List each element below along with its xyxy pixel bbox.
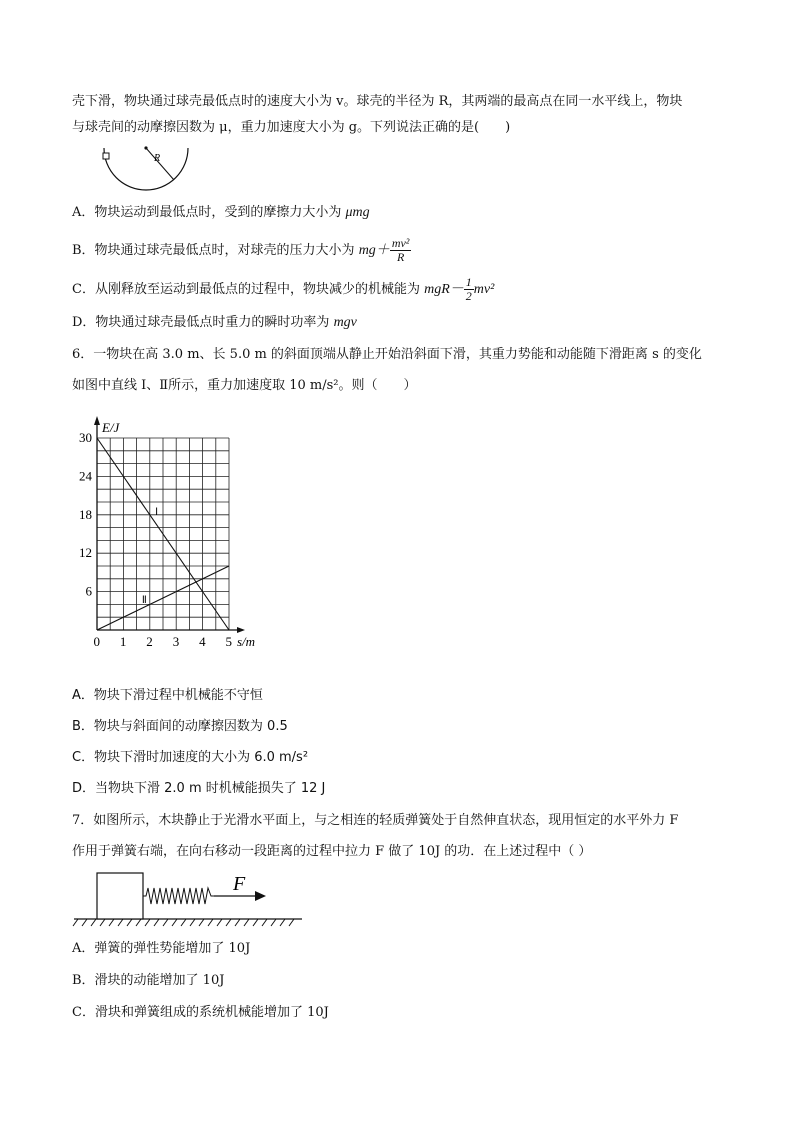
q7-stem-line2: 作用于弹簧右端，在向右移动一段距离的过程中拉力 F 做了 10J 的功．在上述过程中（ ）: [72, 844, 592, 859]
q5-option-c-frac-num: 1: [465, 275, 472, 289]
q5-stem-line1: 壳下滑，物块通过球壳最低点时的速度大小为 v。球壳的半径为 R，其两端的最高点在同一水平线上，物块: [72, 94, 683, 109]
radius-label: R: [154, 153, 161, 164]
q7-option-b: B．滑块的动能增加了 10J: [72, 973, 225, 988]
force-label: F: [233, 873, 246, 895]
hatch-mark: [163, 919, 168, 926]
q5-option-d-math: mgv: [333, 315, 357, 330]
q5-option-d: [72, 313, 357, 333]
hatch-mark: [100, 919, 105, 926]
series-label-1: Ⅰ: [155, 506, 159, 518]
hatch-mark: [109, 919, 114, 926]
hatch-mark: [181, 919, 186, 926]
shell-arc: [104, 148, 188, 190]
q5-option-b-text: B．物块通过球壳最低点时，对球壳的压力大小为: [72, 243, 359, 258]
chart-x-axis-label: s/m: [237, 634, 256, 649]
q6-option-a: A．物块下滑过程中机械能不守恒: [72, 688, 263, 703]
hatch-mark: [217, 919, 222, 926]
q5-option-b-fraction: [390, 237, 412, 264]
q5-option-c-frac-den: 2: [465, 289, 472, 303]
q5-option-a-text: A．物块运动到最低点时，受到的摩擦力大小为: [72, 205, 346, 220]
hatch-mark: [127, 919, 132, 926]
q5-option-b-math: mg＋: [358, 243, 390, 258]
series-label-2: Ⅱ: [141, 595, 147, 607]
q5-stem-line2: 与球壳间的动摩擦因数为 μ，重力加速度大小为 g。下列说法正确的是( ): [72, 120, 511, 135]
y-tick-label: 6: [85, 583, 92, 599]
hatch-mark: [145, 919, 150, 926]
hatch-mark: [262, 919, 267, 926]
hatch-mark: [199, 919, 204, 926]
ground-hatching: [73, 919, 294, 926]
hatch-mark: [244, 919, 249, 926]
hatch-mark: [136, 919, 141, 926]
y-tick-label: 30: [79, 430, 92, 445]
hatch-mark: [190, 919, 195, 926]
energy-chart: [72, 410, 272, 655]
spherical-shell-figure: [98, 140, 194, 200]
q5-option-b-frac-den: R: [396, 250, 405, 264]
y-tick-label: 12: [79, 545, 92, 561]
y-tick-label: 18: [79, 506, 92, 522]
q6-option-b: B．物块与斜面间的动摩擦因数为 0.5: [72, 719, 288, 734]
q7-stem-line1: 7．如图所示，木块静止于光滑水平面上，与之相连的轻质弹簧处于自然伸直状态，现用恒定的水平外力 F: [72, 813, 679, 828]
q6-stem-line2: 如图中直线 Ⅰ、Ⅱ所示，重力加速度取 10 m/s²。则（ ）: [72, 378, 417, 393]
q5-option-c-math: mgR－: [424, 282, 464, 297]
hatch-mark: [226, 919, 231, 926]
hatch-mark: [235, 919, 240, 926]
x-tick-label: 5: [225, 634, 232, 649]
x-tick-label: 2: [146, 634, 153, 649]
q5-option-b: [72, 234, 411, 268]
x-tick-label: 1: [119, 634, 127, 649]
force-arrow-head: [255, 891, 266, 901]
y-axis-arrow: [94, 416, 100, 425]
q5-option-a: [72, 203, 370, 223]
hatch-mark: [289, 919, 294, 926]
hatch-mark: [118, 919, 123, 926]
chart-axes: [94, 416, 245, 633]
hatch-mark: [154, 919, 159, 926]
hatch-mark: [280, 919, 285, 926]
wooden-block: [97, 873, 143, 919]
block-icon: [103, 153, 109, 159]
q6-option-d: D．当物块下滑 2.0 m 时机械能损失了 12 J: [72, 781, 326, 796]
q5-option-c-math-tail: mv²: [473, 282, 495, 297]
q6-option-c: C．物块下滑时加速度的大小为 6.0 m/s²: [72, 750, 309, 765]
x-axis-arrow: [237, 627, 245, 633]
hatch-mark: [208, 919, 213, 926]
y-tick-label: 24: [79, 468, 92, 484]
q5-option-c-text: C．从刚释放至运动到最低点的过程中，物块减少的机械能为: [72, 282, 425, 297]
q5-option-d-text: D．物块通过球壳最低点时重力的瞬时功率为: [72, 315, 334, 330]
spring: [143, 888, 214, 904]
spring-block-figure: [72, 866, 304, 932]
x-tick-label: 0: [93, 634, 100, 649]
hatch-mark: [91, 919, 96, 926]
x-tick-label: 4: [199, 634, 206, 649]
q7-option-a: A．弹簧的弹性势能增加了 10J: [72, 941, 251, 956]
hatch-mark: [172, 919, 177, 926]
chart-y-axis-label: E/J: [102, 420, 120, 435]
q7-option-c: C．滑块和弹簧组成的系统机械能增加了 10J: [72, 1005, 329, 1020]
q5-option-c-fraction: [464, 276, 474, 303]
q6-stem-line1: 6．一物块在高 3.0 m、长 5.0 m 的斜面顶端从静止开始沿斜面下滑，其重力势能和动能随下滑距离 s 的变化: [72, 347, 702, 362]
q5-option-b-frac-num: mv²: [391, 236, 410, 250]
chart-tick-labels: [79, 430, 232, 649]
q5-option-a-math: μmg: [345, 205, 370, 220]
hatch-mark: [82, 919, 87, 926]
x-tick-label: 3: [172, 634, 180, 649]
q5-option-c: [72, 273, 494, 307]
hatch-mark: [73, 919, 78, 926]
hatch-mark: [271, 919, 276, 926]
hatch-mark: [253, 919, 258, 926]
